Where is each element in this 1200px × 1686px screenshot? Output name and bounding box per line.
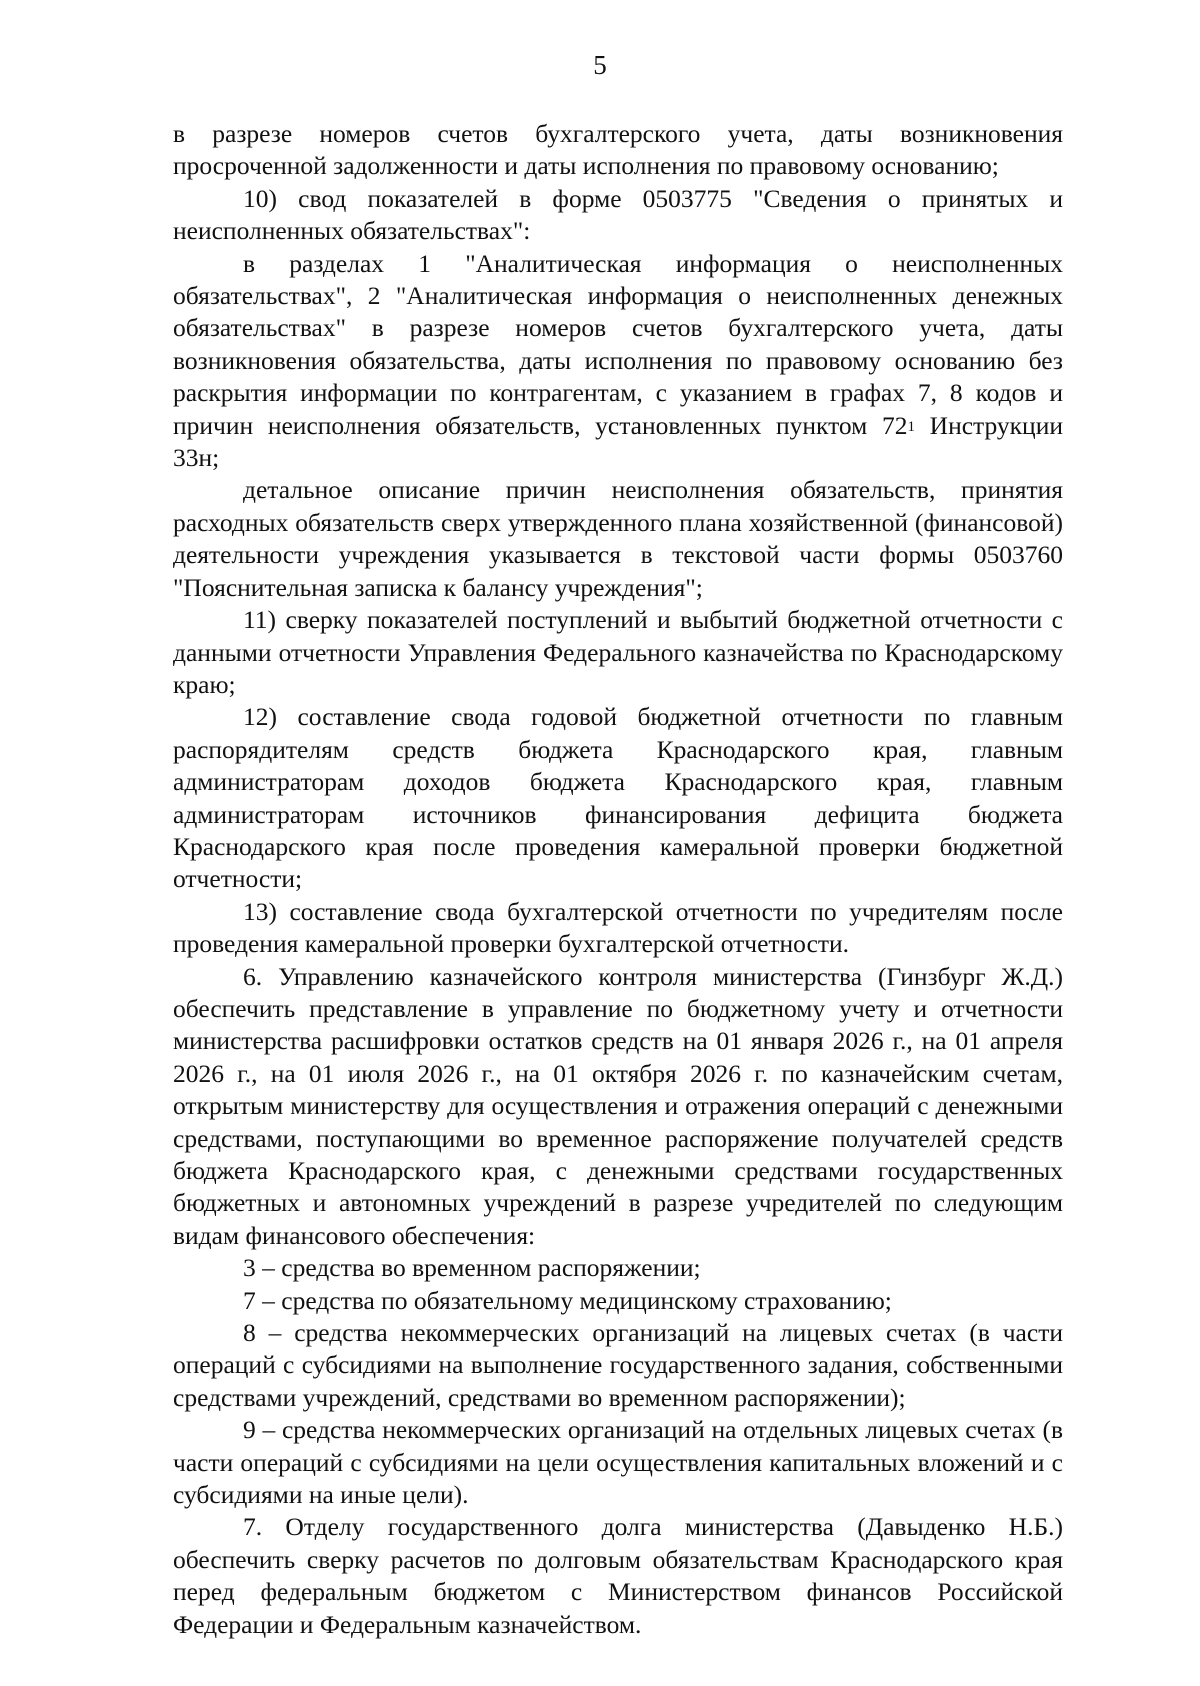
list-item-8: 8 – средства некоммерческих организаций на лицевых счетах (в части операций с субсидиями на выполнение государственного задания, собственными средствами учреждений, средствами во временном распоряжении); bbox=[173, 1318, 1063, 1412]
paragraph-detailed-description: детальное описание причин неисполнения обязательств, принятия расходных обязательств сверх утвержденного плана хозяйственной (финансовой) деятельности учреждения указывается в текстовой части формы 0503760 "Пояснительная записка к балансу учреждения"; bbox=[173, 475, 1063, 602]
paragraph-continuation: в разрезе номеров счетов бухгалтерского учета, даты возникновения просроченной задолженности и даты исполнения по правовому основанию; bbox=[173, 119, 1063, 181]
paragraph-item-10: 10) свод показателей в форме 0503775 "Сведения о принятых и неисполненных обязательствах": bbox=[173, 183, 1063, 246]
footnote-superscript: 1 bbox=[907, 418, 915, 435]
paragraph-item-12: 12) составление свода годовой бюджетной отчетности по главным распорядителям средств бюджета Краснодарского края, главным администраторам доходов бюджета Краснодарского края, главным администраторам источников финансирования дефицита бюджета Краснодарского края после проведения камеральной проверки бюджетной отчетности; bbox=[173, 702, 1063, 894]
document-body bbox=[173, 118, 1063, 1641]
paragraph-item-13: 13) составление свода бухгалтерской отчетности по учредителям после проведения камеральной проверки бухгалтерской отчетности. bbox=[173, 896, 1063, 959]
paragraph-sections-tail: Инструкции 33н; bbox=[173, 410, 1063, 473]
paragraph-clause-7: 7. Отделу государственного долга министерства (Давыденко Н.Б.) обеспечить сверку расчетов по долговым обязательствам Краснодарского края перед федеральным бюджетом с Министерством финансов Российской Федерации и Федеральным казначейством. bbox=[173, 1512, 1063, 1639]
list-item-9: 9 – средства некоммерческих организаций на отдельных лицевых счетах (в части операций с субсидиями на цели осуществления капитальных вложений и с субсидиями на иные цели). bbox=[173, 1415, 1063, 1510]
page-number: 5 bbox=[593, 50, 607, 80]
paragraph-sections-text: в разделах 1 "Аналитическая информация о неисполненных обязательствах", 2 "Аналитическая информация о неисполненных денежных обязательствах" в разрезе номеров счетов бухгалтерского учета, даты возникновения обязательства, даты исполнения по правовому основанию без раскрытия информации по контрагентам, с указанием в графах 7, 8 кодов и причин неисполнения обязательств, установленных пунктом 72 bbox=[173, 248, 1063, 440]
paragraph-clause-6: 6. Управлению казначейского контроля министерства (Гинзбург Ж.Д.) обеспечить представление в управление по бюджетному учету и отчетности министерства расшифровки остатков средств на 01 января 2026 г., на 01 апреля 2026 г., на 01 июля 2026 г., на 01 октября 2026 г. по казначейским счетам, открытым министерству для осуществления и отражения операций с денежными средствами, поступающими во временное распоряжение получателей средств бюджета Краснодарского края, с денежными средствами государственных бюджетных и автономных учреждений в разрезе учредителей по следующим видам финансового обеспечения: bbox=[173, 961, 1063, 1250]
paragraph-sections bbox=[173, 248, 1063, 475]
list-item-3: 3 – средства во временном распоряжении; bbox=[243, 1253, 701, 1283]
list-item-7: 7 – средства по обязательному медицинскому страхованию; bbox=[243, 1285, 892, 1315]
paragraph-item-11: 11) сверку показателей поступлений и выбытий бюджетной отчетности с данными отчетности Управления Федерального казначейства по Краснодарскому краю; bbox=[173, 605, 1063, 699]
